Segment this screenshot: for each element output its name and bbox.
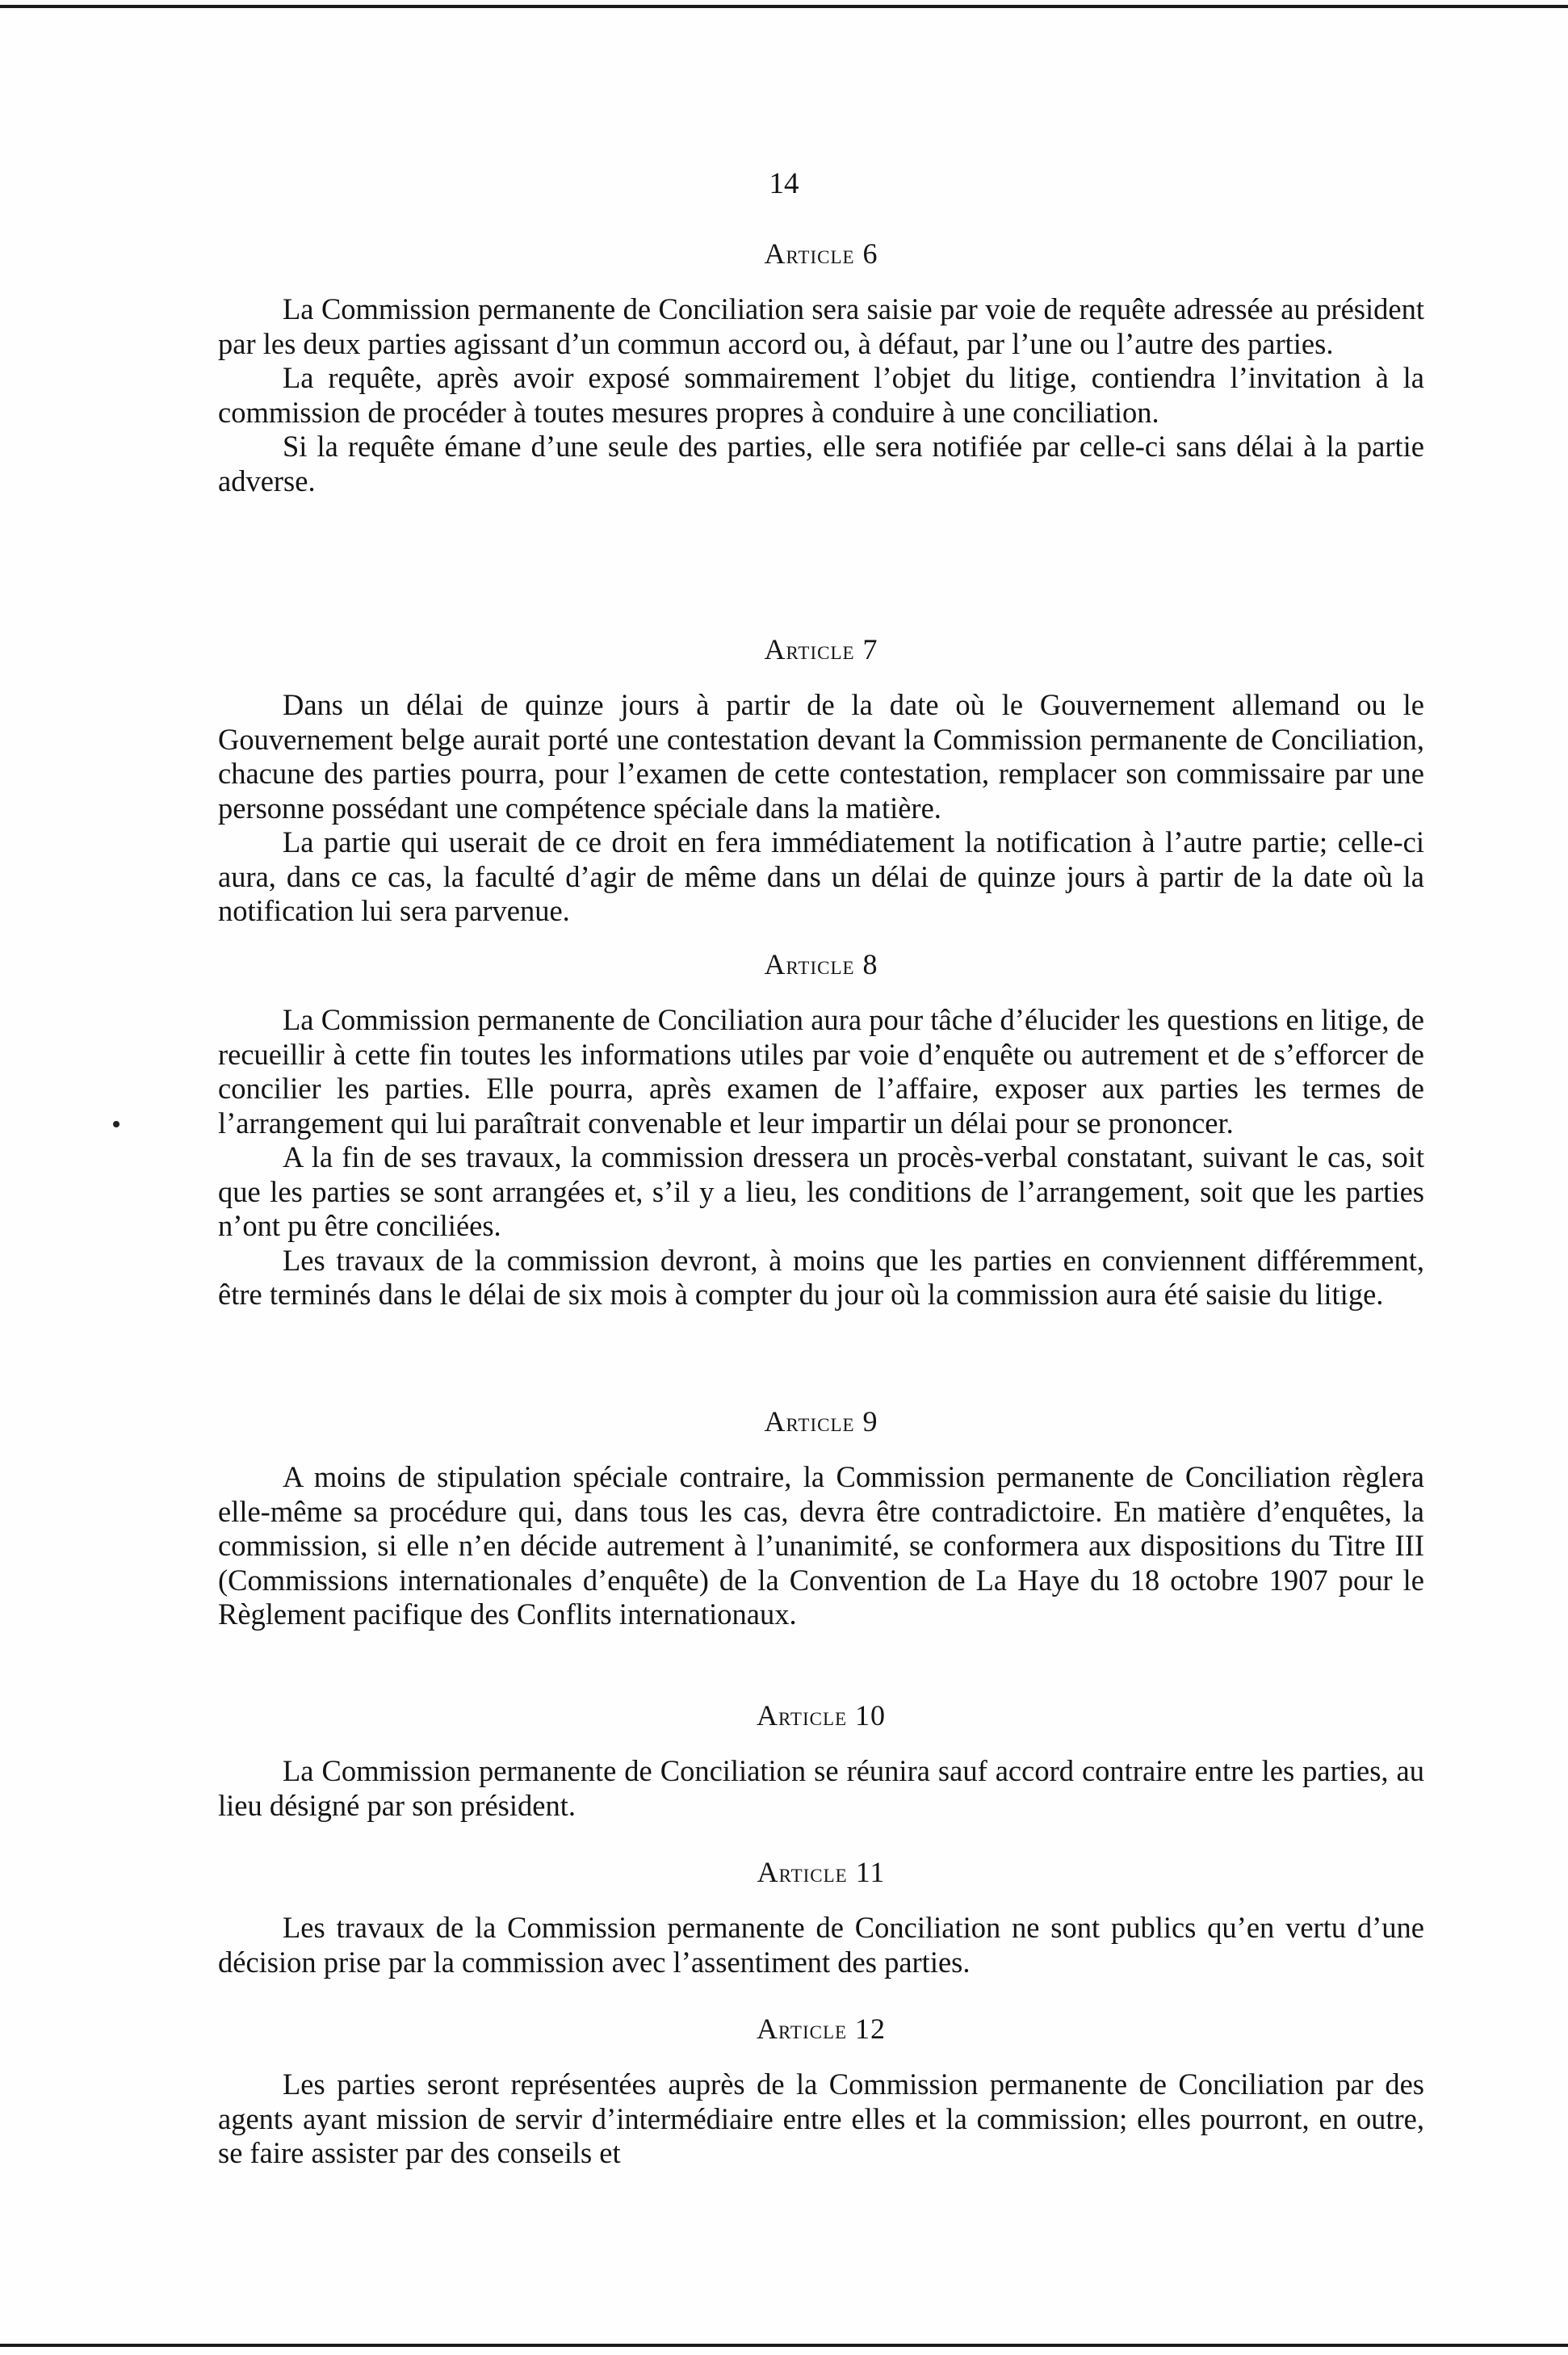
article-title: Article 12 <box>756 2013 887 2045</box>
bottom-edge-rule <box>0 2344 1568 2347</box>
article-paragraph: La Commission permanente de Conciliation aura pour tâche d’élucider les questions en litige, de recueillir à cette fin toutes les informations utiles par voie d’enquête ou autrement et de s’efforcer de concilier les parties. Elle pourra, après examen de l’affaire, exposer aux parties les termes de l’arrangement qui lui paraîtrait convenable et leur impartir un délai pour se prononcer. <box>218 1003 1424 1140</box>
article-12 <box>218 2011 1424 2171</box>
article-title: Article 10 <box>756 1699 887 1732</box>
article-7 <box>218 632 1424 929</box>
ink-speck <box>113 1121 119 1127</box>
article-6 <box>218 236 1424 498</box>
article-9 <box>218 1404 1424 1632</box>
article-paragraph: A moins de stipulation spéciale contraire, la Commission permanente de Conciliation règlera elle-même sa procédure qui, dans tous les cas, devra être contradictoire. En matière d’enquêtes, la commission, si elle n’en décide autrement à l’unanimité, se conformera aux dispositions du Titre III (Commissions internationales d’enquête) de la Convention de La Haye du 18 octobre 1907 pour le Règlement pacifique des Conflits internationaux. <box>218 1460 1424 1631</box>
article-title: Article 11 <box>757 1856 886 1888</box>
article-title: Article 7 <box>764 633 878 665</box>
article-title: Article 9 <box>764 1405 878 1438</box>
article-paragraph: La partie qui userait de ce droit en fera immédiatement la notification à l’autre partie; celle-ci aura, dans ce cas, la faculté d’agir de même dans un délai de quinze jours à partir de la date où la notification lui sera parvenue. <box>218 825 1424 927</box>
top-edge-rule <box>0 5 1568 8</box>
article-paragraph: Dans un délai de quinze jours à partir de la date où le Gouvernement allemand ou le Gouvernement belge aurait porté une contestation devant la Commission permanente de Conciliation, chacune des parties pourra, pour l’examen de cette contestation, remplacer son commissaire par une personne possédant une compétence spéciale dans la matière. <box>218 688 1424 825</box>
article-paragraph: Si la requête émane d’une seule des parties, elle sera notifiée par celle-ci sans délai à la partie adverse. <box>218 430 1424 497</box>
article-title: Article 6 <box>764 237 878 270</box>
article-10 <box>218 1698 1424 1823</box>
article-paragraph: La Commission permanente de Conciliation sera saisie par voie de requête adressée au président par les deux parties agissant d’un commun accord ou, à défaut, par l’une ou l’autre des parties. <box>218 292 1424 360</box>
article-title: Article 8 <box>764 948 878 980</box>
article-paragraph: Les parties seront représentées auprès de la Commission permanente de Conciliation par des agents ayant mission de servir d’intermédiaire entre elles et la commission; elles pourront, en outre, se faire assister par des conseils et <box>218 2067 1424 2169</box>
article-paragraph: Les travaux de la commission devront, à moins que les parties en conviennent différemment, être terminés dans le délai de six mois à compter du jour où la commission aura été saisie du litige. <box>218 1243 1424 1311</box>
article-paragraph: A la fin de ses travaux, la commission dressera un procès-verbal constatant, suivant le cas, soit que les parties se sont arrangées et, s’il y a lieu, les conditions de l’arrangement, soit que les parties n’ont pu être conciliées. <box>218 1140 1424 1242</box>
page-number: 14 <box>769 167 799 200</box>
article-paragraph: La Commission permanente de Conciliation se réunira sauf accord contraire entre les parties, au lieu désigné par son président. <box>218 1754 1424 1822</box>
article-paragraph: Les travaux de la Commission permanente de Conciliation ne sont publics qu’en vertu d’une décision prise par la commission avec l’assentiment des parties. <box>218 1911 1424 1979</box>
article-8 <box>218 947 1424 1312</box>
article-paragraph: La requête, après avoir exposé sommairement l’objet du litige, contiendra l’invitation à la commission de procéder à toutes mesures propres à conduire à une conciliation. <box>218 361 1424 429</box>
article-11 <box>218 1854 1424 1979</box>
